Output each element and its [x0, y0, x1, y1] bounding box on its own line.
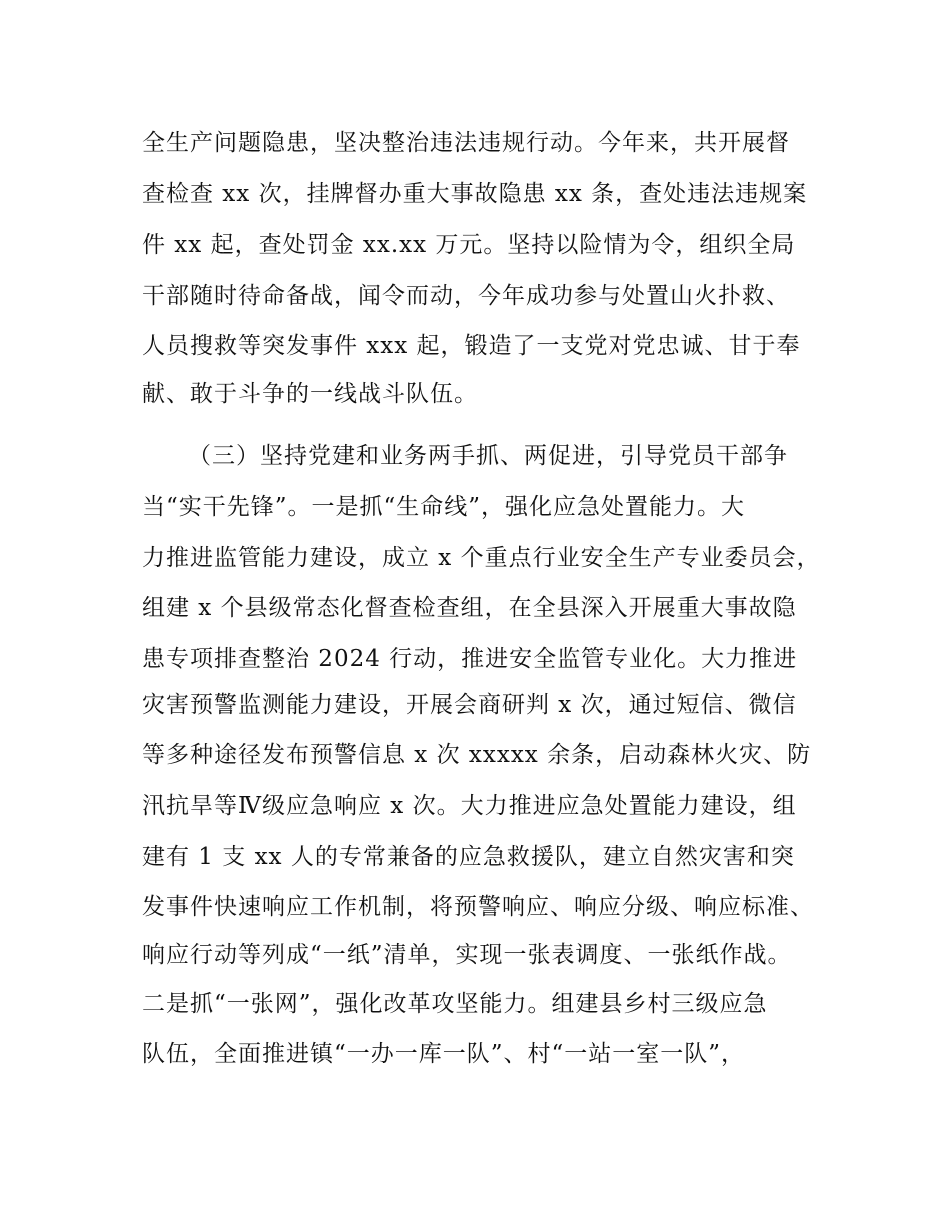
text-line: 干部随时待命备战，闻令而动，今年成功参与处置山火扑救、 [142, 283, 790, 309]
text-line: 人员搜救等突发事件 xxx 起，锻造了一支党对党忠诚、甘于奉 [142, 333, 801, 359]
text-line: 力推进监管能力建设，成立 x 个重点行业安全生产专业委员会， [142, 545, 821, 571]
text-line: 查检查 xx 次，挂牌督办重大事故隐患 xx 条，查处违法违规案 [142, 181, 808, 207]
text-line: 队伍，全面推进镇“一办一库一队”、村“一站一室一队”， [142, 1041, 746, 1067]
text-line: 患专项排查整治 2024 行动，推进安全监管专业化。大力推进 [142, 646, 798, 672]
text-line: 建有 1 支 xx 人的专常兼备的应急救援队，建立自然灾害和突 [142, 844, 795, 870]
text-line: 汛抗旱等Ⅳ级应急响应 x 次。大力推进应急处置能力建设，组 [142, 793, 797, 819]
text-line: 全生产问题隐患，坚决整治违法违规行动。今年来，共开展督 [142, 130, 790, 156]
text-line: 当“实干先锋”。一是抓“生命线”，强化应急处置能力。大 [142, 494, 746, 520]
text-line: 件 xx 起，查处罚金 xx.xx 万元。坚持以险情为令，组织全局 [142, 232, 796, 258]
text-line: 组建 x 个县级常态化督查检查组，在全县深入开展重大事故隐 [142, 595, 797, 621]
text-line: 等多种途径发布预警信息 x 次 xxxxx 余条，启动森林火灾、防 [142, 742, 812, 768]
text-line: 灾害预警监测能力建设，开展会商研判 x 次，通过短信、微信 [142, 692, 797, 718]
section-heading-line: （三）坚持党建和业务两手抓、两促进，引导党员干部争 [188, 443, 788, 469]
text-line: 响应行动等列成“一纸”清单，实现一张表调度、一张纸作战。 [142, 942, 792, 968]
text-line: 献、敢于斗争的一线战斗队伍。 [142, 381, 478, 407]
text-line: 二是抓“一张网”，强化改革攻坚能力。组建县乡村三级应急 [142, 991, 768, 1017]
text-line: 发事件快速响应工作机制，将预警响应、响应分级、响应标准、 [142, 894, 814, 920]
